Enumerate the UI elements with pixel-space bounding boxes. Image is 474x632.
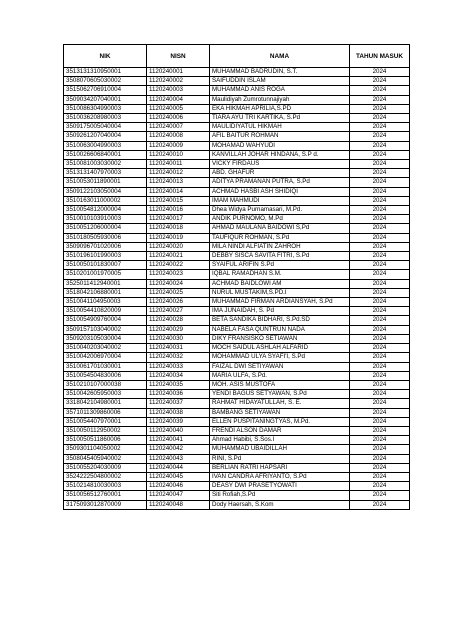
cell-nama: ANDIK PURNOMO, M.Pd [210, 215, 350, 224]
cell-nisn: 1120240017 [147, 215, 210, 224]
cell-tahun-masuk: 2024 [350, 160, 410, 169]
table-row [64, 454, 410, 463]
cell-nama: IVAN CANDRA AFRIYANTO, S.Pd [210, 472, 350, 481]
cell-nama: ACHMAD HASBI ASH SHIDIQI [210, 187, 350, 196]
cell-nama: Dhea Widya Purnamasari, M.Pd. [210, 206, 350, 215]
cell-nisn: 1120240021 [147, 252, 210, 261]
cell-nama: IQBAL RAMADHAN S.M. [210, 270, 350, 279]
cell-tahun-masuk: 2024 [350, 316, 410, 325]
cell-nik: 3510210107000038 [64, 380, 147, 389]
cell-tahun-masuk: 2024 [350, 279, 410, 288]
cell-nik: 3510196101990003 [64, 252, 147, 261]
cell-nisn: 1120240026 [147, 298, 210, 307]
table-row [64, 95, 410, 104]
cell-nik: 3508070605030002 [64, 77, 147, 86]
table-row [64, 206, 410, 215]
cell-nik: 3318042104980001 [64, 399, 147, 408]
cell-nisn: 1120240013 [147, 178, 210, 187]
cell-tahun-masuk: 2024 [350, 242, 410, 251]
table-row [64, 270, 410, 279]
cell-tahun-masuk: 2024 [350, 371, 410, 380]
cell-nama: AHMAD MAULANA BAIDOWI S,Pd [210, 224, 350, 233]
cell-nik: 3510055204030009 [64, 463, 147, 472]
cell-tahun-masuk: 2024 [350, 215, 410, 224]
table-row [64, 123, 410, 132]
cell-tahun-masuk: 2024 [350, 77, 410, 86]
cell-nik: 3509122103050004 [64, 187, 147, 196]
cell-tahun-masuk: 2024 [350, 68, 410, 77]
cell-nama: MOHAMMAD ULYA SYAFI'I, S.Pd [210, 353, 350, 362]
cell-nama: MARIA ULFA, S.Pd. [210, 371, 350, 380]
cell-nisn: 1120240006 [147, 114, 210, 123]
cell-nisn: 1120240035 [147, 380, 210, 389]
cell-nama: IMA JUNAIDAH, S. Pd [210, 307, 350, 316]
cell-nama: EKA HIKMAH APRILIA,S.PD [210, 104, 350, 113]
cell-nik: 3510201001970005 [64, 270, 147, 279]
cell-nik: 3513131407970003 [64, 169, 147, 178]
cell-nisn: 1120240040 [147, 426, 210, 435]
cell-nik: 3510053011890001 [64, 178, 147, 187]
table-row [64, 399, 410, 408]
table-row [64, 288, 410, 297]
table-body [64, 68, 410, 510]
cell-nama: Ahmad Habibi, S.Sos.I [210, 436, 350, 445]
table-row [64, 279, 410, 288]
cell-nik: 3510010103910003 [64, 215, 147, 224]
table-row [64, 463, 410, 472]
cell-tahun-masuk: 2024 [350, 408, 410, 417]
cell-nama: DEASY DWI PRASETYOWATI [210, 482, 350, 491]
cell-nik: 3510054909760004 [64, 316, 147, 325]
header-row [64, 45, 410, 68]
cell-nik: 3510081003030002 [64, 160, 147, 169]
table-row [64, 178, 410, 187]
table-row [64, 325, 410, 334]
cell-nama: KANVILLAH JOHAR HINDANA, S.P d. [210, 150, 350, 159]
cell-nisn: 1120240004 [147, 95, 210, 104]
student-table-sheet [63, 44, 409, 510]
cell-tahun-masuk: 2024 [350, 436, 410, 445]
cell-nisn: 1120240001 [147, 68, 210, 77]
table-row [64, 426, 410, 435]
cell-nama: BETA SANDIKA BIDHARI, S.Pd.SD [210, 316, 350, 325]
cell-tahun-masuk: 2024 [350, 454, 410, 463]
table-row [64, 132, 410, 141]
cell-nama: FAIZAL DWI SETIYAWAN [210, 362, 350, 371]
table-row [64, 68, 410, 77]
cell-tahun-masuk: 2024 [350, 344, 410, 353]
cell-tahun-masuk: 2024 [350, 472, 410, 481]
cell-tahun-masuk: 2024 [350, 169, 410, 178]
cell-nama: ELLEN PUSPITANINGTYAS, M.Pd. [210, 417, 350, 426]
cell-nama: MOH. ASIS MUSTOFA [210, 380, 350, 389]
table-row [64, 380, 410, 389]
cell-tahun-masuk: 2024 [350, 288, 410, 297]
cell-nisn: 1120240028 [147, 316, 210, 325]
table-row [64, 307, 410, 316]
table-row [64, 104, 410, 113]
table-row [64, 150, 410, 159]
cell-tahun-masuk: 2024 [350, 307, 410, 316]
cell-nisn: 1120240023 [147, 270, 210, 279]
cell-nama: SYAIFUL ARIFIN S.Pd [210, 261, 350, 270]
table-row [64, 390, 410, 399]
cell-nisn: 1120240011 [147, 160, 210, 169]
table-row [64, 169, 410, 178]
cell-nik: 3510086304990003 [64, 104, 147, 113]
cell-tahun-masuk: 2024 [350, 417, 410, 426]
cell-nik: 3510063004990003 [64, 141, 147, 150]
cell-nama: BERLIAN RATRI HAPSARI [210, 463, 350, 472]
cell-nik: 3509096701020006 [64, 242, 147, 251]
cell-tahun-masuk: 2024 [350, 362, 410, 371]
cell-nisn: 1120240031 [147, 344, 210, 353]
cell-nisn: 1120240024 [147, 279, 210, 288]
cell-nisn: 1120240005 [147, 104, 210, 113]
table-row [64, 436, 410, 445]
table-row [64, 491, 410, 500]
cell-nik: 3509261207040004 [64, 132, 147, 141]
cell-tahun-masuk: 2024 [350, 353, 410, 362]
cell-tahun-masuk: 2024 [350, 426, 410, 435]
table-row [64, 114, 410, 123]
table-row [64, 160, 410, 169]
cell-nama: MOCH SAIDUL ASHLAH ALFARID [210, 344, 350, 353]
cell-nik: 3510163011000002 [64, 196, 147, 205]
table-row [64, 261, 410, 270]
cell-nik: 3509203105030004 [64, 334, 147, 343]
cell-nik: 3510042605950003 [64, 390, 147, 399]
table-row [64, 316, 410, 325]
table-row [64, 242, 410, 251]
cell-tahun-masuk: 2024 [350, 399, 410, 408]
cell-nik: 3510056512760001 [64, 491, 147, 500]
cell-nama: TIARA AYU TRI KARTIKA, S.Pd [210, 114, 350, 123]
cell-nisn: 1120240012 [147, 169, 210, 178]
cell-nisn: 1120240022 [147, 261, 210, 270]
cell-nama: YENDI BAGUS SETYAWAN, S.Pd [210, 390, 350, 399]
cell-nisn: 1120240018 [147, 224, 210, 233]
cell-nik: 3510041104950003 [64, 298, 147, 307]
cell-nik: 3524222504800002 [64, 472, 147, 481]
cell-nama: ADITYA PRAMANAN PUTRA, S.Pd [210, 178, 350, 187]
table-row [64, 187, 410, 196]
cell-nisn: 1120240007 [147, 123, 210, 132]
cell-nik: 3510214810030003 [64, 482, 147, 491]
cell-nik: 3518042106880001 [64, 288, 147, 297]
cell-tahun-masuk: 2024 [350, 380, 410, 389]
table-row [64, 77, 410, 86]
cell-nisn: 1120240037 [147, 399, 210, 408]
cell-nisn: 1120240019 [147, 233, 210, 242]
table-row [64, 224, 410, 233]
cell-tahun-masuk: 2024 [350, 252, 410, 261]
header-nisn: NISN [147, 45, 210, 68]
header-tahun-masuk: TAHUN MASUK [350, 45, 410, 68]
cell-nisn: 1120240034 [147, 371, 210, 380]
cell-nik: 3509301104050002 [64, 445, 147, 454]
cell-nisn: 1120240048 [147, 500, 210, 509]
cell-tahun-masuk: 2024 [350, 491, 410, 500]
table-row [64, 353, 410, 362]
table-row [64, 445, 410, 454]
cell-nisn: 1120240003 [147, 86, 210, 95]
cell-nisn: 1120240030 [147, 334, 210, 343]
cell-tahun-masuk: 2024 [350, 196, 410, 205]
table-row [64, 141, 410, 150]
cell-nisn: 1120240009 [147, 141, 210, 150]
cell-nisn: 1120240002 [147, 77, 210, 86]
cell-nisn: 1120240014 [147, 187, 210, 196]
header-nik: NIK [64, 45, 147, 68]
cell-nik: 3509034207040001 [64, 95, 147, 104]
cell-nama: RAHMAT HIDAYATULLAH, S. E. [210, 399, 350, 408]
table-row [64, 482, 410, 491]
cell-nama: MILA NINDI ALFIATIN ZAHROH [210, 242, 350, 251]
table-row [64, 334, 410, 343]
cell-nama: MOHAMAD WAHYUDI [210, 141, 350, 150]
cell-nama: NURUL MUSTAKIM,S.PD.I [210, 288, 350, 297]
cell-tahun-masuk: 2024 [350, 104, 410, 113]
cell-nama: Maulidiyah Zumrotunnajiyah [210, 95, 350, 104]
cell-nama: MUHAMMAD FIRMAN ARDIANSYAH, S.Pd [210, 298, 350, 307]
cell-nisn: 1120240008 [147, 132, 210, 141]
cell-tahun-masuk: 2024 [350, 141, 410, 150]
cell-nama: TAUFIQUR ROHMAN, S.Pd [210, 233, 350, 242]
cell-nisn: 1120240029 [147, 325, 210, 334]
cell-nik: 3510180505930006 [64, 233, 147, 242]
cell-nik: 3571011309860006 [64, 408, 147, 417]
cell-tahun-masuk: 2024 [350, 445, 410, 454]
cell-tahun-masuk: 2024 [350, 390, 410, 399]
cell-nik: 3510042006970004 [64, 353, 147, 362]
table-row [64, 215, 410, 224]
cell-tahun-masuk: 2024 [350, 206, 410, 215]
cell-nisn: 1120240041 [147, 436, 210, 445]
cell-tahun-masuk: 2024 [350, 132, 410, 141]
cell-nama: FRENDI ALSON DAMAR [210, 426, 350, 435]
cell-tahun-masuk: 2024 [350, 123, 410, 132]
table-row [64, 362, 410, 371]
table-row [64, 298, 410, 307]
cell-nik: 3510026606840001 [64, 150, 147, 159]
cell-tahun-masuk: 2024 [350, 298, 410, 307]
cell-nik: 3508045405940002 [64, 454, 147, 463]
cell-nisn: 1120240047 [147, 491, 210, 500]
cell-nik: 3510036208980003 [64, 114, 147, 123]
table-row [64, 371, 410, 380]
cell-tahun-masuk: 2024 [350, 95, 410, 104]
cell-tahun-masuk: 2024 [350, 187, 410, 196]
cell-nisn: 1120240027 [147, 307, 210, 316]
cell-nisn: 1120240039 [147, 417, 210, 426]
cell-tahun-masuk: 2024 [350, 178, 410, 187]
cell-tahun-masuk: 2024 [350, 500, 410, 509]
cell-nik: 3513131310950001 [64, 68, 147, 77]
table-row [64, 408, 410, 417]
cell-nik: 3175093012870009 [64, 500, 147, 509]
cell-nik: 3509175005040004 [64, 123, 147, 132]
cell-nama: AFIL BAITUR ROHMAN [210, 132, 350, 141]
cell-nama: VICKY FIRDAUS [210, 160, 350, 169]
cell-nama: SAIFUDDIN ISLAM [210, 77, 350, 86]
cell-nik: 3510061701030001 [64, 362, 147, 371]
cell-nama: MUHAMMAD ANIS ROGA [210, 86, 350, 95]
cell-tahun-masuk: 2024 [350, 463, 410, 472]
cell-nisn: 1120240015 [147, 196, 210, 205]
cell-nisn: 1120240016 [147, 206, 210, 215]
cell-nama: DIKY FRANSISKO SETIAWAN [210, 334, 350, 343]
cell-tahun-masuk: 2024 [350, 86, 410, 95]
cell-nisn: 1120240010 [147, 150, 210, 159]
cell-nisn: 1120240025 [147, 288, 210, 297]
cell-nisn: 1120240042 [147, 445, 210, 454]
cell-nik: 3510054410820009 [64, 307, 147, 316]
cell-nik: 3510050511860006 [64, 436, 147, 445]
cell-tahun-masuk: 2024 [350, 233, 410, 242]
cell-nik: 3510054407970001 [64, 417, 147, 426]
cell-nama: ABD. GHAFUR [210, 169, 350, 178]
cell-tahun-masuk: 2024 [350, 114, 410, 123]
cell-tahun-masuk: 2024 [350, 261, 410, 270]
cell-nisn: 1120240038 [147, 408, 210, 417]
cell-nik: 3515062706910004 [64, 86, 147, 95]
table-row [64, 252, 410, 261]
cell-nik: 3510050101830007 [64, 261, 147, 270]
table-row [64, 472, 410, 481]
cell-nisn: 1120240033 [147, 362, 210, 371]
cell-tahun-masuk: 2024 [350, 325, 410, 334]
cell-tahun-masuk: 2024 [350, 150, 410, 159]
cell-tahun-masuk: 2024 [350, 224, 410, 233]
cell-nama: IMAM MAHMUDI [210, 196, 350, 205]
cell-nisn: 1120240043 [147, 454, 210, 463]
cell-nisn: 1120240020 [147, 242, 210, 251]
cell-nisn: 1120240046 [147, 482, 210, 491]
cell-nama: RINI, S.Pd [210, 454, 350, 463]
cell-nisn: 1120240032 [147, 353, 210, 362]
cell-nik: 3510051206000004 [64, 224, 147, 233]
cell-nama: Dody Haersah, S.Kom [210, 500, 350, 509]
cell-nama: DEBBY SISCA SAVITA FITRI, S.Pd [210, 252, 350, 261]
cell-tahun-masuk: 2024 [350, 270, 410, 279]
cell-nisn: 1120240044 [147, 463, 210, 472]
cell-nama: MUHAMMAD BADRUDIN, S.T. [210, 68, 350, 77]
student-table [63, 44, 410, 510]
cell-nisn: 1120240045 [147, 472, 210, 481]
cell-nik: 3510054812000004 [64, 206, 147, 215]
cell-nama: BAMBANG SETIYAWAN [210, 408, 350, 417]
table-row [64, 417, 410, 426]
cell-nik: 3509157103040002 [64, 325, 147, 334]
header-nama: NAMA [210, 45, 350, 68]
cell-tahun-masuk: 2024 [350, 482, 410, 491]
table-row [64, 233, 410, 242]
cell-tahun-masuk: 2024 [350, 334, 410, 343]
table-row [64, 196, 410, 205]
cell-nama: NABELA FASA QUNTRUN NADA [210, 325, 350, 334]
cell-nama: MUHAMMAD UBAIDILLAH [210, 445, 350, 454]
table-row [64, 500, 410, 509]
cell-nisn: 1120240036 [147, 390, 210, 399]
table-row [64, 344, 410, 353]
cell-nik: 3510054504830006 [64, 371, 147, 380]
cell-nik: 3510050112950002 [64, 426, 147, 435]
cell-nama: Siti Rofiah,S.Pd [210, 491, 350, 500]
cell-nama: ACHMAD BAIDLOWI AM [210, 279, 350, 288]
cell-nik: 3510040203040002 [64, 344, 147, 353]
table-row [64, 86, 410, 95]
cell-nik: 3525011412940001 [64, 279, 147, 288]
cell-nama: MAULIDIYATUL HIKMAH [210, 123, 350, 132]
